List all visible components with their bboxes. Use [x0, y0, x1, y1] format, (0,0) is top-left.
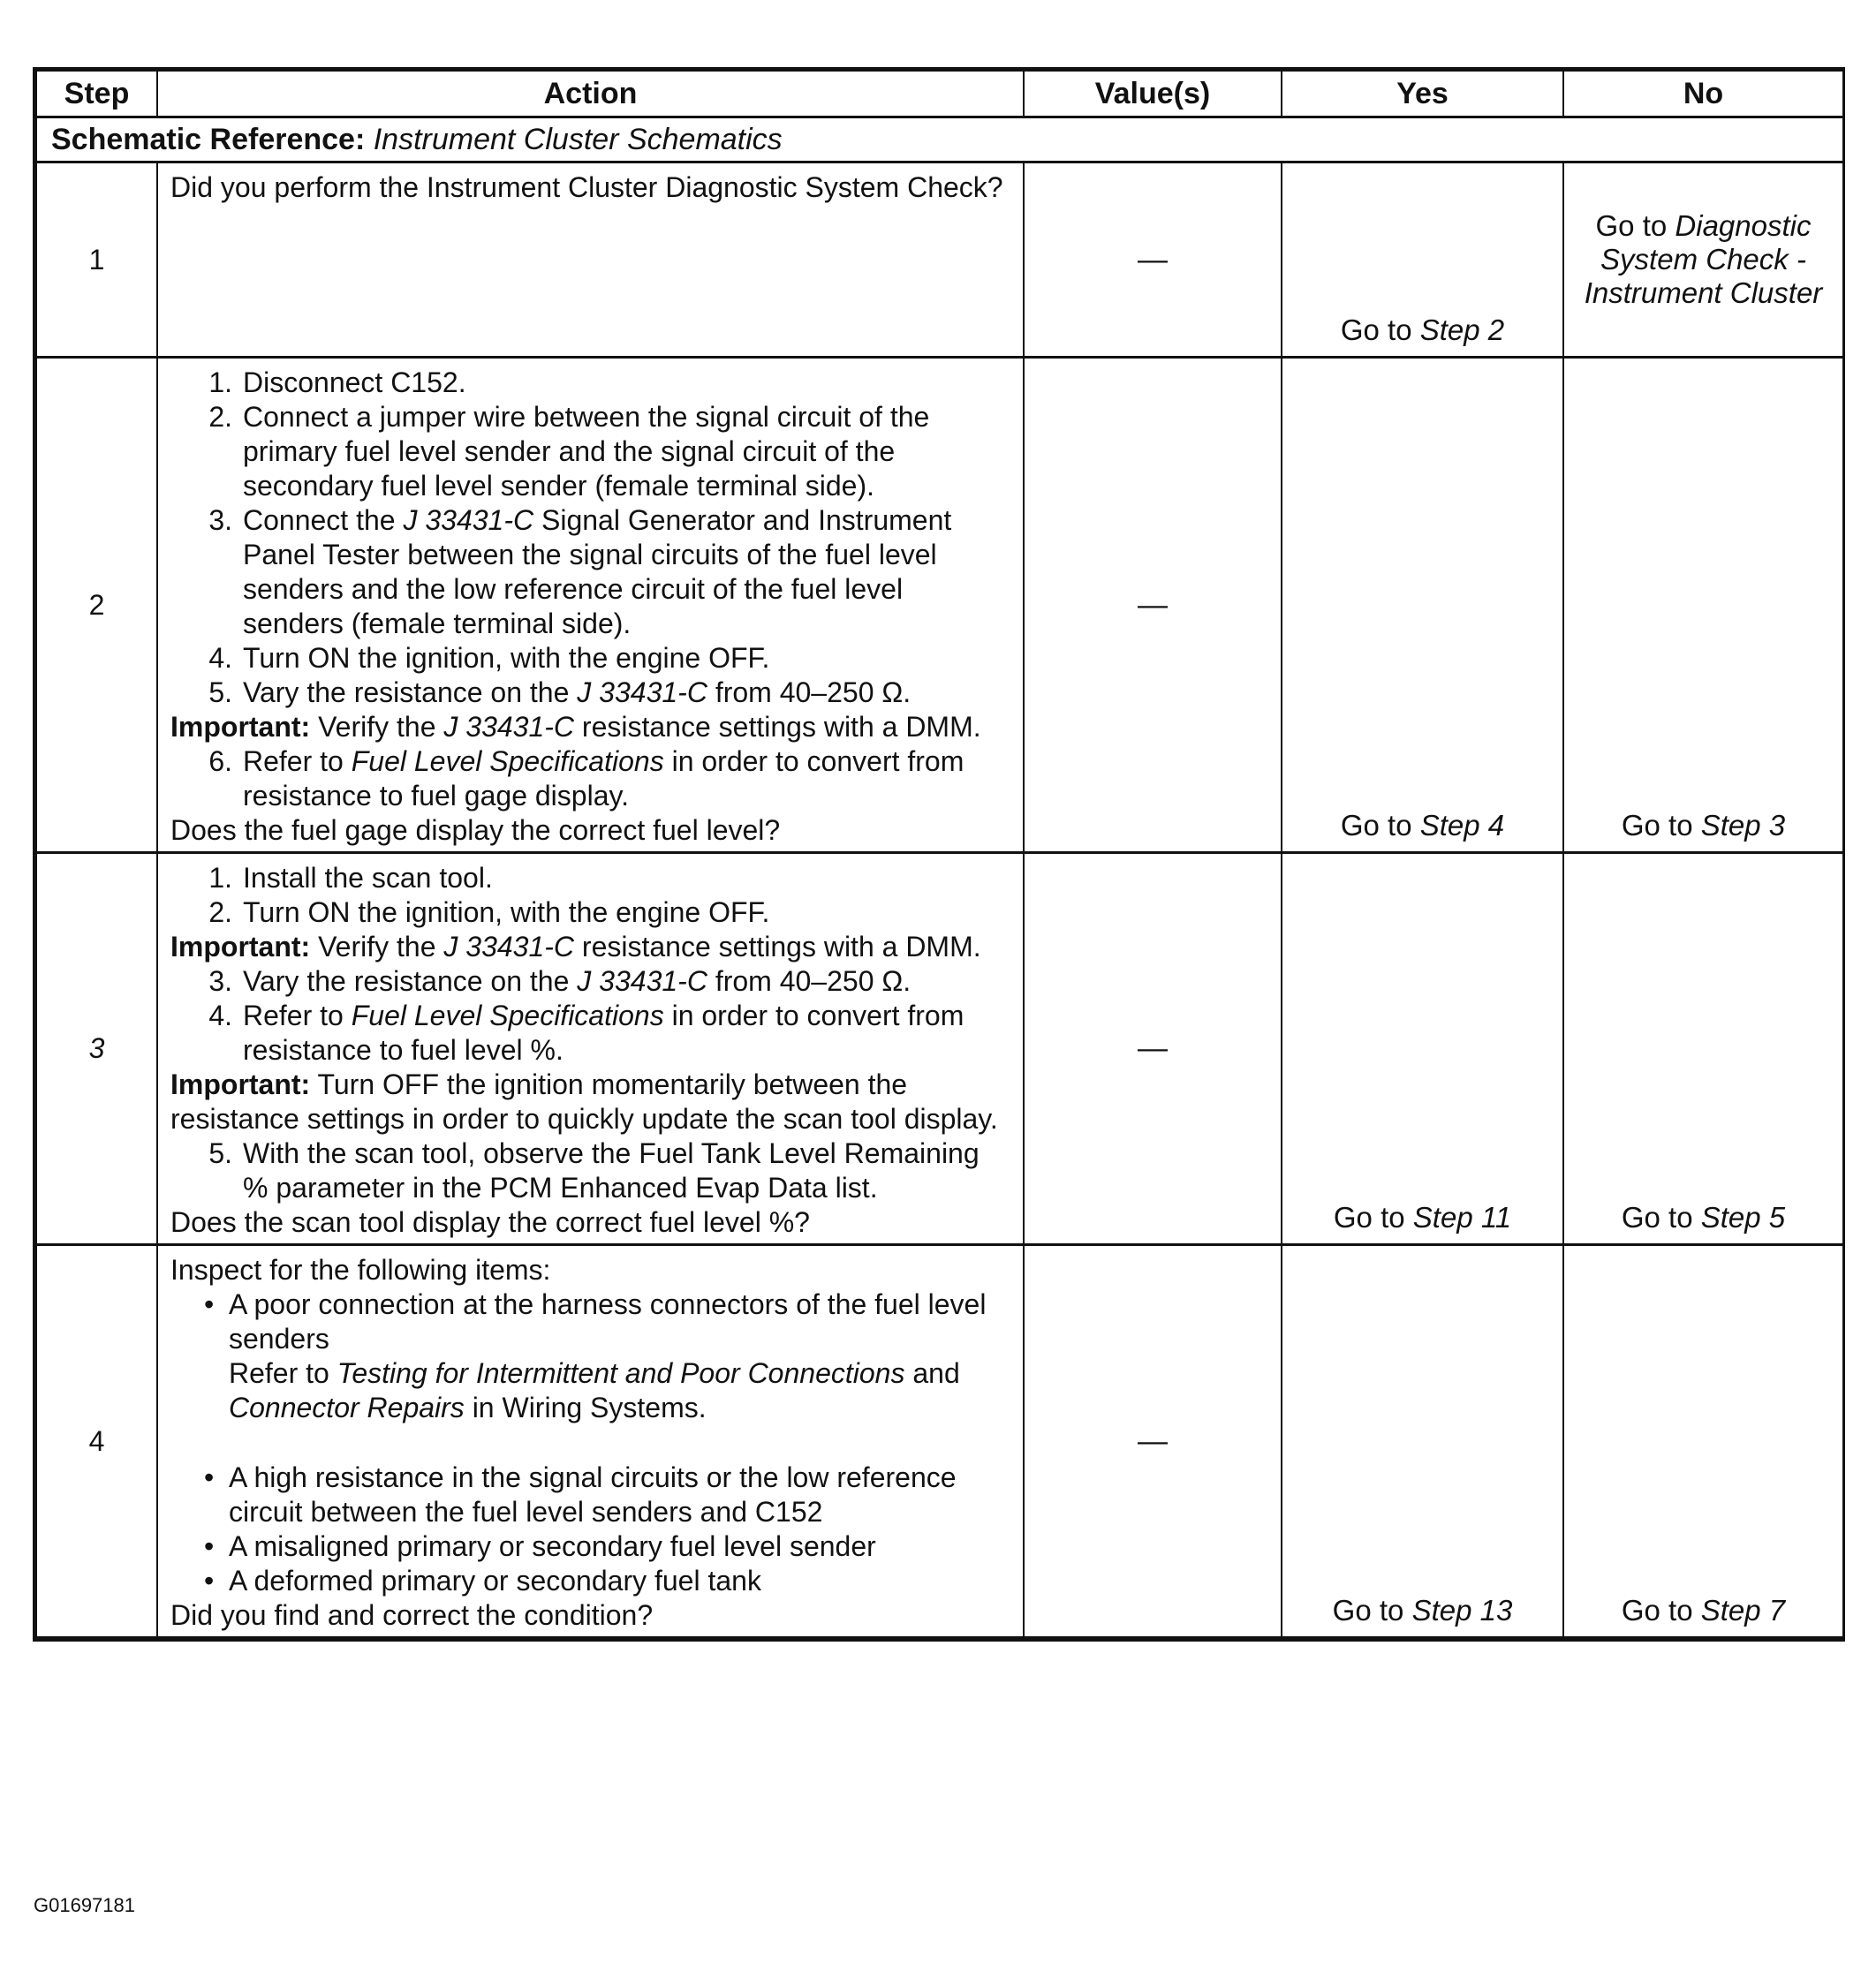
no-prefix: Go to [1621, 809, 1693, 842]
bullet-item: • A poor connection at the harness connectors of the fuel level senders [204, 1288, 987, 1355]
yes-target: Step 13 [1411, 1594, 1513, 1627]
bullet-icon: • [204, 1461, 215, 1493]
header-step: Step [36, 71, 157, 117]
step-action [157, 358, 1024, 853]
no-target: Step 5 [1700, 1201, 1786, 1234]
schematic-label: Schematic Reference: [51, 122, 366, 156]
important-note: Important: Turn OFF the ignition momentarily between the resistance settings in order to quickly update the scan tool display. [170, 1068, 998, 1135]
no-prefix: Go to [1595, 209, 1668, 242]
step-value: — [1024, 162, 1282, 358]
step-action [157, 162, 1024, 358]
table-row-step-2 [36, 358, 1843, 853]
table-row-step-4 [36, 1245, 1843, 1638]
bullet-item: • A misaligned primary or secondary fuel level sender [204, 1530, 876, 1562]
bullet-item: • A deformed primary or secondary fuel tank [204, 1565, 761, 1597]
yes-prefix: Go to [1333, 1201, 1405, 1234]
yes-cell [1282, 853, 1563, 1245]
action-item: 6. Refer to Fuel Level Specifications in order to convert from resistance to fuel gage display. [208, 745, 964, 812]
action-text: Did you perform the Instrument Cluster Diagnostic System Check? [170, 171, 1003, 203]
step-question: Does the fuel gage display the correct fuel level? [170, 814, 781, 846]
header-values: Value(s) [1024, 71, 1282, 117]
step-value: — [1024, 853, 1282, 1245]
bullet-icon: • [204, 1288, 215, 1320]
no-cell [1563, 853, 1843, 1245]
inspect-intro: Inspect for the following items: [170, 1254, 551, 1286]
yes-prefix: Go to [1332, 1594, 1404, 1627]
figure-id: G01697181 [34, 1894, 135, 1916]
yes-target: Step 11 [1412, 1201, 1512, 1234]
yes-prefix: Go to [1340, 809, 1412, 842]
important-note: Important: Verify the J 33431-C resistance settings with a DMM. [170, 711, 981, 743]
bullet-icon: • [204, 1530, 215, 1562]
yes-cell [1282, 162, 1563, 358]
step-action [157, 853, 1024, 1245]
no-prefix: Go to [1621, 1201, 1693, 1234]
action-item: 3. Connect the J 33431-C Signal Generator and Instrument Panel Tester between the signal circuits of the fuel level senders and the low reference circuit of the fuel level senders (female terminal side). [208, 504, 952, 639]
step-question: Did you find and correct the condition? [170, 1599, 654, 1631]
spacer [170, 1425, 1010, 1461]
schematic-reference-row [36, 117, 1843, 162]
bullet-item: • A high resistance in the signal circuits or the low reference circuit between the fuel level senders and C152 [204, 1461, 957, 1528]
step-number: 2 [36, 358, 157, 853]
step-action [157, 1245, 1024, 1638]
diagnostic-table-frame [33, 67, 1845, 1642]
action-item: 5. Vary the resistance on the J 33431-C from 40–250 Ω. [208, 676, 912, 708]
step-number: 3 [36, 853, 157, 1245]
action-item: 1. Install the scan tool. [208, 862, 493, 894]
step-number: 1 [36, 162, 157, 358]
step-value: — [1024, 1245, 1282, 1638]
header-row [36, 71, 1843, 117]
yes-cell [1282, 1245, 1563, 1638]
action-item: 4. Refer to Fuel Level Specifications in order to convert from resistance to fuel level %. [208, 1000, 964, 1066]
table-row-step-3 [36, 853, 1843, 1245]
action-item: 2. Connect a jumper wire between the signal circuit of the primary fuel level sender and the signal circuit of the secondary fuel level sender (female terminal side). [208, 401, 930, 502]
yes-target: Step 4 [1419, 809, 1505, 842]
header-no: No [1563, 71, 1843, 117]
no-cell [1563, 162, 1843, 358]
no-cell [1563, 1245, 1843, 1638]
schematic-link: Instrument Cluster Schematics [373, 122, 783, 156]
no-target: Diagnostic System Check - Instrument Cluster [1584, 209, 1823, 309]
header-yes: Yes [1282, 71, 1563, 117]
step-value: — [1024, 358, 1282, 853]
action-item: 4. Turn ON the ignition, with the engine OFF. [208, 642, 770, 674]
action-item: 3. Vary the resistance on the J 33431-C from 40–250 Ω. [208, 965, 912, 997]
no-target: Step 3 [1700, 809, 1786, 842]
bullet-icon: • [204, 1565, 215, 1597]
table-row-step-1 [36, 162, 1843, 358]
diagnostic-table [35, 70, 1844, 1639]
header-action: Action [157, 71, 1024, 117]
important-note: Important: Verify the J 33431-C resistance settings with a DMM. [170, 931, 981, 963]
no-prefix: Go to [1621, 1594, 1693, 1627]
action-item: 5. With the scan tool, observe the Fuel Tank Level Remaining % parameter in the PCM Enhanced Evap Data list. [208, 1137, 980, 1204]
no-cell [1563, 358, 1843, 853]
yes-target: Step 2 [1419, 313, 1505, 346]
yes-prefix: Go to [1340, 313, 1412, 346]
action-item: 1. Disconnect C152. [208, 366, 466, 398]
refer-note: Refer to Testing for Intermittent and Poor Connections and Connector Repairs in Wiring Systems. [229, 1357, 960, 1423]
schematic-reference [36, 117, 1843, 162]
no-target: Step 7 [1700, 1594, 1786, 1627]
yes-cell [1282, 358, 1563, 853]
step-question: Does the scan tool display the correct fuel level %? [170, 1206, 810, 1238]
step-number: 4 [36, 1245, 157, 1638]
action-item: 2. Turn ON the ignition, with the engine OFF. [208, 896, 770, 928]
